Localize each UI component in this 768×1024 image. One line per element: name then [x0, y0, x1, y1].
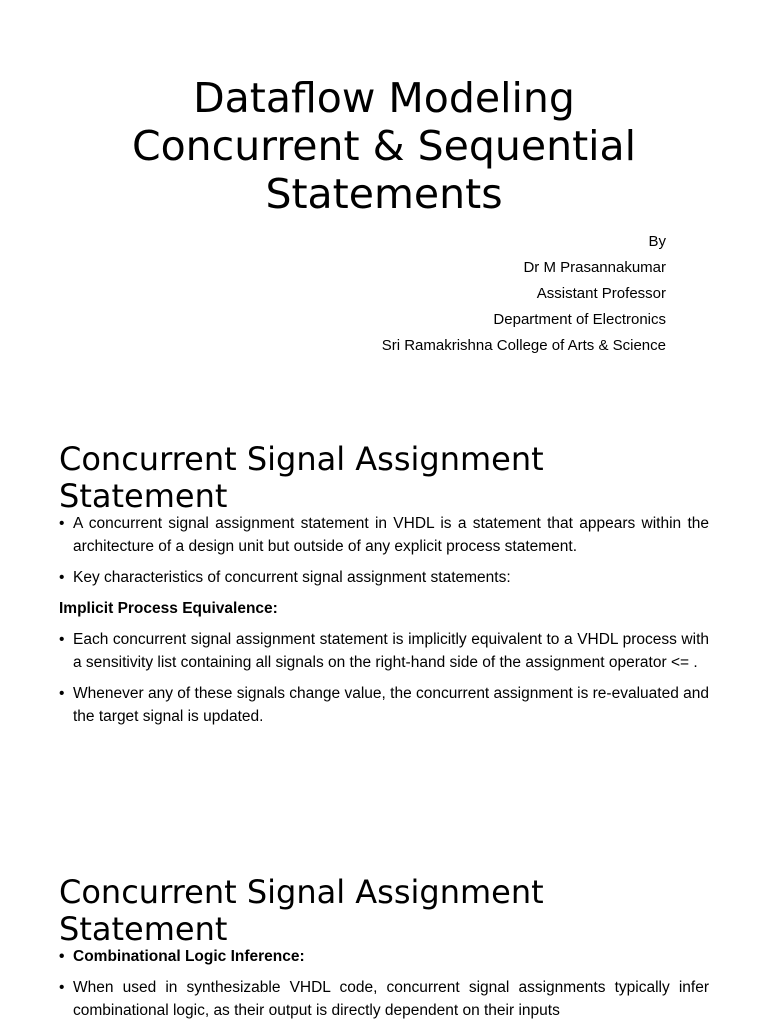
slide-2-title-line-2: Statement	[59, 477, 228, 515]
slide-3-title-line-1: Concurrent Signal Assignment	[59, 873, 544, 911]
slide-3-body	[59, 945, 709, 1022]
slide-2-subheading: Implicit Process Equivalence:	[59, 600, 278, 617]
slide-2-bullet-4: • Whenever any of these signals change value, the concurrent assignment is re-evaluated and the target signal is updated.	[59, 682, 709, 728]
title-line-1: Dataflow Modeling	[193, 74, 575, 122]
slide-2-title-line-1: Concurrent Signal Assignment	[59, 440, 544, 478]
title-line-3: Statements	[265, 170, 503, 218]
title-line-2: Concurrent & Sequential	[131, 122, 637, 170]
slide-3-bullet-2: • When used in synthesizable VHDL code, concurrent signal assignments typically infer combinational logic, as their output is directly dependent on their inputs	[59, 976, 709, 1022]
presentation-title	[0, 74, 768, 218]
slide-2-bullet-2: • Key characteristics of concurrent signal assignment statements:	[59, 566, 709, 589]
author-block	[382, 229, 666, 359]
slide-2-bullet-3: • Each concurrent signal assignment statement is implicitly equivalent to a VHDL process with a sensitivity list containing all signals on the right-hand side of the assignment operator <= .	[59, 628, 709, 674]
slide-3-title	[59, 874, 739, 948]
author-designation: Assistant Professor	[536, 285, 666, 302]
slide-2-title	[59, 441, 739, 515]
author-college: Sri Ramakrishna College of Arts & Science	[381, 337, 666, 354]
author-by: By	[648, 233, 666, 250]
slide-3-title-line-2: Statement	[59, 910, 228, 948]
slide-2-body	[59, 512, 709, 728]
author-department: Department of Electronics	[493, 311, 666, 328]
slide-2-bullet-1: • A concurrent signal assignment statement in VHDL is a statement that appears within the architecture of a design unit but outside of any explicit process statement.	[59, 512, 709, 558]
author-name: Dr M Prasannakumar	[523, 259, 666, 276]
slide-3-bullet-1: • Combinational Logic Inference:	[59, 945, 709, 968]
